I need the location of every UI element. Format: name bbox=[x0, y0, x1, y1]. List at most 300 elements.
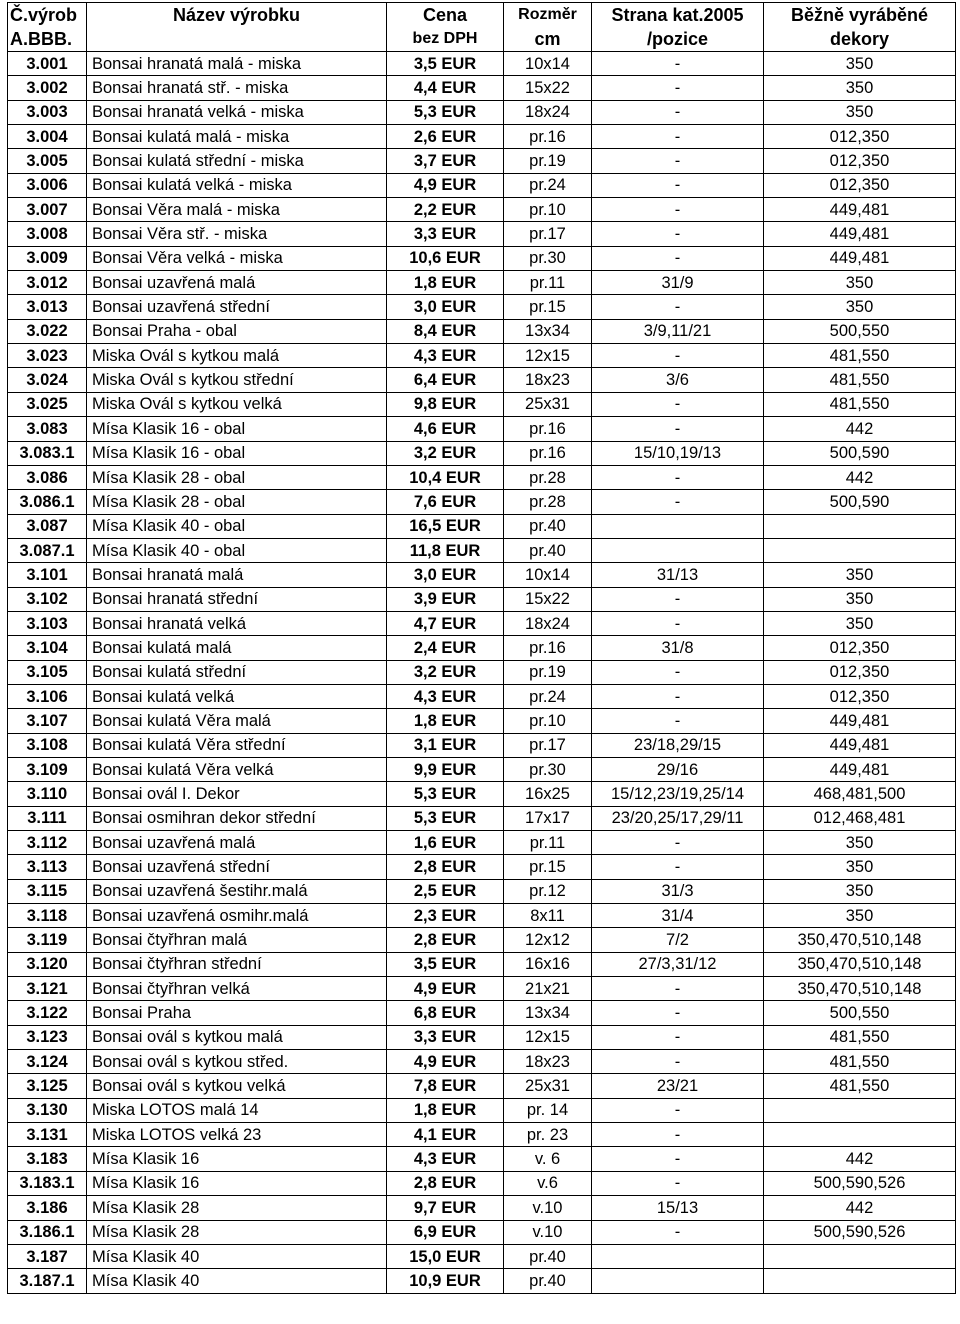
cell-name: Bonsai uzavřená šestihr.malá bbox=[87, 879, 387, 903]
cell-decor: 350 bbox=[764, 100, 956, 124]
cell-code: 3.086 bbox=[8, 465, 87, 489]
cell-price: 2,8 EUR bbox=[387, 1171, 504, 1195]
cell-name: Mísa Klasik 16 - obal bbox=[87, 441, 387, 465]
table-row bbox=[8, 271, 956, 295]
cell-code: 3.109 bbox=[8, 757, 87, 781]
cell-price: 3,2 EUR bbox=[387, 441, 504, 465]
cell-size: pr.28 bbox=[504, 490, 592, 514]
cell-name: Bonsai ovál s kytkou malá bbox=[87, 1025, 387, 1049]
cell-name: Bonsai hranatá malá bbox=[87, 563, 387, 587]
cell-price: 5,3 EUR bbox=[387, 100, 504, 124]
cell-catalog: 15/13 bbox=[592, 1196, 764, 1220]
cell-price: 2,8 EUR bbox=[387, 855, 504, 879]
cell-name: Bonsai čtyřhran střední bbox=[87, 952, 387, 976]
cell-name: Mísa Klasik 16 - obal bbox=[87, 417, 387, 441]
header-price-line2: bez DPH bbox=[387, 27, 504, 52]
cell-size: pr.16 bbox=[504, 636, 592, 660]
cell-code: 3.087 bbox=[8, 514, 87, 538]
cell-size: pr.16 bbox=[504, 417, 592, 441]
cell-name: Bonsai hranatá malá - miska bbox=[87, 52, 387, 76]
cell-price: 7,8 EUR bbox=[387, 1074, 504, 1098]
cell-catalog: 23/20,25/17,29/11 bbox=[592, 806, 764, 830]
cell-decor: 350 bbox=[764, 76, 956, 100]
cell-price: 3,1 EUR bbox=[387, 733, 504, 757]
cell-price: 4,9 EUR bbox=[387, 1050, 504, 1074]
table-row bbox=[8, 538, 956, 562]
cell-catalog: - bbox=[592, 855, 764, 879]
cell-code: 3.022 bbox=[8, 319, 87, 343]
cell-size: pr.11 bbox=[504, 271, 592, 295]
cell-catalog: - bbox=[592, 417, 764, 441]
cell-size: pr.40 bbox=[504, 1244, 592, 1268]
cell-code: 3.107 bbox=[8, 709, 87, 733]
cell-size: 10x14 bbox=[504, 52, 592, 76]
cell-name: Bonsai hranatá stř. - miska bbox=[87, 76, 387, 100]
cell-price: 3,5 EUR bbox=[387, 52, 504, 76]
cell-code: 3.108 bbox=[8, 733, 87, 757]
cell-price: 2,3 EUR bbox=[387, 904, 504, 928]
cell-decor: 481,550 bbox=[764, 344, 956, 368]
cell-catalog: 23/21 bbox=[592, 1074, 764, 1098]
cell-decor: 442 bbox=[764, 1147, 956, 1171]
cell-catalog: - bbox=[592, 392, 764, 416]
cell-decor: 449,481 bbox=[764, 757, 956, 781]
table-row bbox=[8, 149, 956, 173]
cell-name: Bonsai Věra velká - miska bbox=[87, 246, 387, 270]
cell-decor bbox=[764, 1269, 956, 1293]
cell-price: 3,3 EUR bbox=[387, 1025, 504, 1049]
cell-price: 3,5 EUR bbox=[387, 952, 504, 976]
cell-catalog: - bbox=[592, 611, 764, 635]
cell-name: Bonsai ovál s kytkou velká bbox=[87, 1074, 387, 1098]
cell-name: Miska LOTOS malá 14 bbox=[87, 1098, 387, 1122]
table-row bbox=[8, 660, 956, 684]
cell-name: Mísa Klasik 16 bbox=[87, 1171, 387, 1195]
table-body bbox=[8, 52, 956, 1294]
cell-decor: 449,481 bbox=[764, 222, 956, 246]
cell-price: 2,6 EUR bbox=[387, 125, 504, 149]
table-row bbox=[8, 1025, 956, 1049]
table-row bbox=[8, 611, 956, 635]
header-decor-line2: dekory bbox=[764, 27, 956, 52]
cell-decor: 500,550 bbox=[764, 319, 956, 343]
table-row bbox=[8, 709, 956, 733]
cell-catalog: - bbox=[592, 295, 764, 319]
cell-decor: 449,481 bbox=[764, 733, 956, 757]
cell-decor: 350 bbox=[764, 295, 956, 319]
cell-name: Bonsai uzavřená střední bbox=[87, 295, 387, 319]
cell-size: v. 6 bbox=[504, 1147, 592, 1171]
cell-code: 3.001 bbox=[8, 52, 87, 76]
cell-price: 9,8 EUR bbox=[387, 392, 504, 416]
cell-catalog: 31/4 bbox=[592, 904, 764, 928]
header-row-2 bbox=[8, 27, 956, 52]
cell-price: 1,8 EUR bbox=[387, 1098, 504, 1122]
cell-name: Mísa Klasik 40 - obal bbox=[87, 538, 387, 562]
cell-name: Bonsai Věra malá - miska bbox=[87, 198, 387, 222]
cell-code: 3.013 bbox=[8, 295, 87, 319]
cell-code: 3.187 bbox=[8, 1244, 87, 1268]
table-row bbox=[8, 417, 956, 441]
cell-code: 3.113 bbox=[8, 855, 87, 879]
cell-catalog: - bbox=[592, 52, 764, 76]
cell-code: 3.024 bbox=[8, 368, 87, 392]
cell-size: 18x23 bbox=[504, 368, 592, 392]
cell-catalog: - bbox=[592, 1025, 764, 1049]
cell-decor bbox=[764, 1098, 956, 1122]
cell-catalog: - bbox=[592, 149, 764, 173]
cell-price: 5,3 EUR bbox=[387, 782, 504, 806]
cell-code: 3.023 bbox=[8, 344, 87, 368]
cell-size: v.10 bbox=[504, 1196, 592, 1220]
table-row bbox=[8, 295, 956, 319]
cell-size: pr.24 bbox=[504, 173, 592, 197]
cell-catalog: - bbox=[592, 831, 764, 855]
cell-name: Bonsai kulatá velká - miska bbox=[87, 173, 387, 197]
cell-decor: 442 bbox=[764, 465, 956, 489]
cell-price: 10,6 EUR bbox=[387, 246, 504, 270]
cell-price: 8,4 EUR bbox=[387, 319, 504, 343]
cell-decor: 449,481 bbox=[764, 198, 956, 222]
cell-size: 15x22 bbox=[504, 76, 592, 100]
cell-size: 13x34 bbox=[504, 1001, 592, 1025]
table-row bbox=[8, 733, 956, 757]
cell-catalog: - bbox=[592, 490, 764, 514]
cell-price: 11,8 EUR bbox=[387, 538, 504, 562]
cell-name: Bonsai hranatá velká bbox=[87, 611, 387, 635]
cell-price: 9,9 EUR bbox=[387, 757, 504, 781]
cell-price: 2,4 EUR bbox=[387, 636, 504, 660]
cell-code: 3.186.1 bbox=[8, 1220, 87, 1244]
cell-name: Bonsai kulatá Věra malá bbox=[87, 709, 387, 733]
cell-name: Bonsai uzavřená osmihr.malá bbox=[87, 904, 387, 928]
cell-code: 3.008 bbox=[8, 222, 87, 246]
cell-decor: 500,550 bbox=[764, 1001, 956, 1025]
cell-decor: 350 bbox=[764, 563, 956, 587]
table-row bbox=[8, 952, 956, 976]
cell-catalog: - bbox=[592, 709, 764, 733]
cell-decor: 468,481,500 bbox=[764, 782, 956, 806]
cell-decor: 442 bbox=[764, 417, 956, 441]
table-row bbox=[8, 52, 956, 76]
cell-decor: 481,550 bbox=[764, 1025, 956, 1049]
cell-decor: 500,590 bbox=[764, 441, 956, 465]
cell-price: 4,1 EUR bbox=[387, 1123, 504, 1147]
cell-size: pr.30 bbox=[504, 757, 592, 781]
cell-catalog bbox=[592, 1269, 764, 1293]
table-row bbox=[8, 806, 956, 830]
cell-code: 3.002 bbox=[8, 76, 87, 100]
cell-size: 17x17 bbox=[504, 806, 592, 830]
cell-catalog: - bbox=[592, 1171, 764, 1195]
cell-decor: 481,550 bbox=[764, 392, 956, 416]
cell-catalog: 23/18,29/15 bbox=[592, 733, 764, 757]
cell-catalog: - bbox=[592, 198, 764, 222]
cell-price: 3,0 EUR bbox=[387, 563, 504, 587]
header-price-line1: Cena bbox=[387, 3, 504, 28]
cell-catalog: 31/8 bbox=[592, 636, 764, 660]
table-row bbox=[8, 222, 956, 246]
cell-name: Bonsai kulatá velká bbox=[87, 684, 387, 708]
cell-name: Mísa Klasik 28 - obal bbox=[87, 490, 387, 514]
cell-name: Mísa Klasik 40 bbox=[87, 1244, 387, 1268]
cell-name: Bonsai Věra stř. - miska bbox=[87, 222, 387, 246]
cell-price: 4,7 EUR bbox=[387, 611, 504, 635]
header-code-line2: A.BBB. bbox=[8, 27, 87, 52]
header-name: Název výrobku bbox=[87, 3, 387, 28]
header-size-line2: cm bbox=[504, 27, 592, 52]
cell-price: 10,9 EUR bbox=[387, 1269, 504, 1293]
cell-catalog: 31/3 bbox=[592, 879, 764, 903]
cell-code: 3.130 bbox=[8, 1098, 87, 1122]
table-row bbox=[8, 1171, 956, 1195]
cell-decor: 481,550 bbox=[764, 1074, 956, 1098]
cell-code: 3.120 bbox=[8, 952, 87, 976]
cell-size: 12x12 bbox=[504, 928, 592, 952]
table-row bbox=[8, 879, 956, 903]
cell-size: pr.30 bbox=[504, 246, 592, 270]
cell-size: pr.24 bbox=[504, 684, 592, 708]
cell-catalog: - bbox=[592, 1001, 764, 1025]
cell-code: 3.115 bbox=[8, 879, 87, 903]
cell-catalog: - bbox=[592, 660, 764, 684]
table-row bbox=[8, 1269, 956, 1293]
cell-decor bbox=[764, 1244, 956, 1268]
header-decor-line1: Běžně vyráběné bbox=[764, 3, 956, 28]
cell-code: 3.183 bbox=[8, 1147, 87, 1171]
table-row bbox=[8, 1196, 956, 1220]
cell-catalog: - bbox=[592, 76, 764, 100]
cell-name: Bonsai uzavřená malá bbox=[87, 271, 387, 295]
cell-catalog: 3/6 bbox=[592, 368, 764, 392]
cell-decor: 500,590,526 bbox=[764, 1220, 956, 1244]
cell-code: 3.119 bbox=[8, 928, 87, 952]
cell-decor: 350 bbox=[764, 904, 956, 928]
cell-size: 10x14 bbox=[504, 563, 592, 587]
cell-size: 25x31 bbox=[504, 392, 592, 416]
table-row bbox=[8, 636, 956, 660]
cell-decor: 442 bbox=[764, 1196, 956, 1220]
table-row bbox=[8, 904, 956, 928]
cell-name: Mísa Klasik 28 bbox=[87, 1196, 387, 1220]
cell-code: 3.111 bbox=[8, 806, 87, 830]
cell-catalog: - bbox=[592, 344, 764, 368]
cell-size: pr.15 bbox=[504, 855, 592, 879]
cell-price: 15,0 EUR bbox=[387, 1244, 504, 1268]
cell-code: 3.124 bbox=[8, 1050, 87, 1074]
table-row bbox=[8, 319, 956, 343]
cell-name: Bonsai kulatá Věra velká bbox=[87, 757, 387, 781]
cell-size: pr.15 bbox=[504, 295, 592, 319]
cell-code: 3.101 bbox=[8, 563, 87, 587]
cell-catalog: - bbox=[592, 1123, 764, 1147]
cell-code: 3.007 bbox=[8, 198, 87, 222]
cell-code: 3.106 bbox=[8, 684, 87, 708]
cell-size: pr.17 bbox=[504, 222, 592, 246]
cell-size: 13x34 bbox=[504, 319, 592, 343]
cell-code: 3.004 bbox=[8, 125, 87, 149]
cell-size: 16x16 bbox=[504, 952, 592, 976]
cell-price: 6,8 EUR bbox=[387, 1001, 504, 1025]
cell-price: 3,2 EUR bbox=[387, 660, 504, 684]
cell-price: 2,8 EUR bbox=[387, 928, 504, 952]
table-row bbox=[8, 1001, 956, 1025]
table-row bbox=[8, 684, 956, 708]
cell-name: Mísa Klasik 16 bbox=[87, 1147, 387, 1171]
cell-decor: 481,550 bbox=[764, 1050, 956, 1074]
cell-code: 3.025 bbox=[8, 392, 87, 416]
cell-code: 3.006 bbox=[8, 173, 87, 197]
cell-catalog: - bbox=[592, 1147, 764, 1171]
cell-decor: 500,590 bbox=[764, 490, 956, 514]
table-row bbox=[8, 1244, 956, 1268]
cell-decor: 350,470,510,148 bbox=[764, 928, 956, 952]
cell-code: 3.118 bbox=[8, 904, 87, 928]
table-row bbox=[8, 831, 956, 855]
cell-price: 4,3 EUR bbox=[387, 344, 504, 368]
cell-code: 3.083 bbox=[8, 417, 87, 441]
table-row bbox=[8, 514, 956, 538]
cell-catalog: - bbox=[592, 1098, 764, 1122]
cell-decor: 012,350 bbox=[764, 684, 956, 708]
table-row bbox=[8, 1147, 956, 1171]
table-row bbox=[8, 125, 956, 149]
cell-name: Miska Ovál s kytkou střední bbox=[87, 368, 387, 392]
table-row bbox=[8, 928, 956, 952]
cell-size: pr.40 bbox=[504, 514, 592, 538]
cell-size: 25x31 bbox=[504, 1074, 592, 1098]
cell-name: Miska Ovál s kytkou velká bbox=[87, 392, 387, 416]
cell-code: 3.186 bbox=[8, 1196, 87, 1220]
cell-price: 4,3 EUR bbox=[387, 684, 504, 708]
cell-name: Bonsai kulatá Věra střední bbox=[87, 733, 387, 757]
cell-price: 16,5 EUR bbox=[387, 514, 504, 538]
table-row bbox=[8, 392, 956, 416]
cell-price: 9,7 EUR bbox=[387, 1196, 504, 1220]
cell-size: 12x15 bbox=[504, 344, 592, 368]
cell-catalog: 27/3,31/12 bbox=[592, 952, 764, 976]
cell-price: 6,4 EUR bbox=[387, 368, 504, 392]
cell-name: Bonsai Praha - obal bbox=[87, 319, 387, 343]
cell-size: 16x25 bbox=[504, 782, 592, 806]
table-row bbox=[8, 344, 956, 368]
cell-catalog: - bbox=[592, 100, 764, 124]
cell-decor: 350 bbox=[764, 879, 956, 903]
cell-decor: 350,470,510,148 bbox=[764, 977, 956, 1001]
cell-name: Bonsai kulatá malá bbox=[87, 636, 387, 660]
cell-catalog: - bbox=[592, 1220, 764, 1244]
table-header bbox=[8, 3, 956, 52]
header-name-spacer bbox=[87, 27, 387, 52]
cell-size: pr.16 bbox=[504, 441, 592, 465]
table-row bbox=[8, 490, 956, 514]
cell-decor: 350 bbox=[764, 271, 956, 295]
cell-decor: 350,470,510,148 bbox=[764, 952, 956, 976]
cell-name: Bonsai osmihran dekor střední bbox=[87, 806, 387, 830]
table-row bbox=[8, 855, 956, 879]
cell-name: Mísa Klasik 40 - obal bbox=[87, 514, 387, 538]
cell-decor: 350 bbox=[764, 587, 956, 611]
header-row-1 bbox=[8, 3, 956, 28]
cell-price: 2,2 EUR bbox=[387, 198, 504, 222]
cell-size: pr.19 bbox=[504, 660, 592, 684]
cell-catalog: 15/10,19/13 bbox=[592, 441, 764, 465]
cell-name: Mísa Klasik 40 bbox=[87, 1269, 387, 1293]
table-row bbox=[8, 1123, 956, 1147]
cell-price: 3,7 EUR bbox=[387, 149, 504, 173]
cell-name: Bonsai hranatá velká - miska bbox=[87, 100, 387, 124]
cell-size: 18x24 bbox=[504, 100, 592, 124]
cell-decor: 350 bbox=[764, 611, 956, 635]
cell-name: Bonsai kulatá střední - miska bbox=[87, 149, 387, 173]
cell-code: 3.187.1 bbox=[8, 1269, 87, 1293]
cell-name: Bonsai čtyřhran malá bbox=[87, 928, 387, 952]
cell-price: 4,3 EUR bbox=[387, 1147, 504, 1171]
cell-catalog: - bbox=[592, 587, 764, 611]
cell-code: 3.083.1 bbox=[8, 441, 87, 465]
cell-code: 3.103 bbox=[8, 611, 87, 635]
cell-code: 3.131 bbox=[8, 1123, 87, 1147]
cell-price: 3,0 EUR bbox=[387, 295, 504, 319]
cell-size: pr.12 bbox=[504, 879, 592, 903]
cell-code: 3.102 bbox=[8, 587, 87, 611]
table-row bbox=[8, 76, 956, 100]
cell-size: pr.19 bbox=[504, 149, 592, 173]
cell-name: Bonsai ovál s kytkou střed. bbox=[87, 1050, 387, 1074]
cell-catalog: - bbox=[592, 222, 764, 246]
cell-catalog: 3/9,11/21 bbox=[592, 319, 764, 343]
cell-price: 1,6 EUR bbox=[387, 831, 504, 855]
cell-decor: 449,481 bbox=[764, 709, 956, 733]
table-row bbox=[8, 1098, 956, 1122]
cell-name: Bonsai uzavřená malá bbox=[87, 831, 387, 855]
cell-name: Bonsai uzavřená střední bbox=[87, 855, 387, 879]
cell-name: Bonsai Praha bbox=[87, 1001, 387, 1025]
table-row bbox=[8, 563, 956, 587]
cell-size: pr.11 bbox=[504, 831, 592, 855]
cell-price: 7,6 EUR bbox=[387, 490, 504, 514]
cell-size: pr.28 bbox=[504, 465, 592, 489]
cell-code: 3.125 bbox=[8, 1074, 87, 1098]
cell-size: 8x11 bbox=[504, 904, 592, 928]
cell-catalog: - bbox=[592, 246, 764, 270]
cell-size: pr. 23 bbox=[504, 1123, 592, 1147]
cell-price: 10,4 EUR bbox=[387, 465, 504, 489]
cell-code: 3.105 bbox=[8, 660, 87, 684]
cell-size: 12x15 bbox=[504, 1025, 592, 1049]
table-row bbox=[8, 246, 956, 270]
header-catalog-line2: /pozice bbox=[592, 27, 764, 52]
cell-size: v.6 bbox=[504, 1171, 592, 1195]
cell-price: 6,9 EUR bbox=[387, 1220, 504, 1244]
cell-decor: 012,468,481 bbox=[764, 806, 956, 830]
cell-decor: 012,350 bbox=[764, 660, 956, 684]
cell-name: Mísa Klasik 28 bbox=[87, 1220, 387, 1244]
cell-size: pr.40 bbox=[504, 538, 592, 562]
cell-catalog: 29/16 bbox=[592, 757, 764, 781]
table-row bbox=[8, 100, 956, 124]
cell-catalog: 31/9 bbox=[592, 271, 764, 295]
cell-size: pr.10 bbox=[504, 709, 592, 733]
cell-decor: 012,350 bbox=[764, 636, 956, 660]
cell-code: 3.087.1 bbox=[8, 538, 87, 562]
cell-name: Bonsai hranatá střední bbox=[87, 587, 387, 611]
cell-name: Mísa Klasik 28 - obal bbox=[87, 465, 387, 489]
table-row bbox=[8, 782, 956, 806]
cell-code: 3.086.1 bbox=[8, 490, 87, 514]
cell-size: pr.10 bbox=[504, 198, 592, 222]
cell-code: 3.110 bbox=[8, 782, 87, 806]
